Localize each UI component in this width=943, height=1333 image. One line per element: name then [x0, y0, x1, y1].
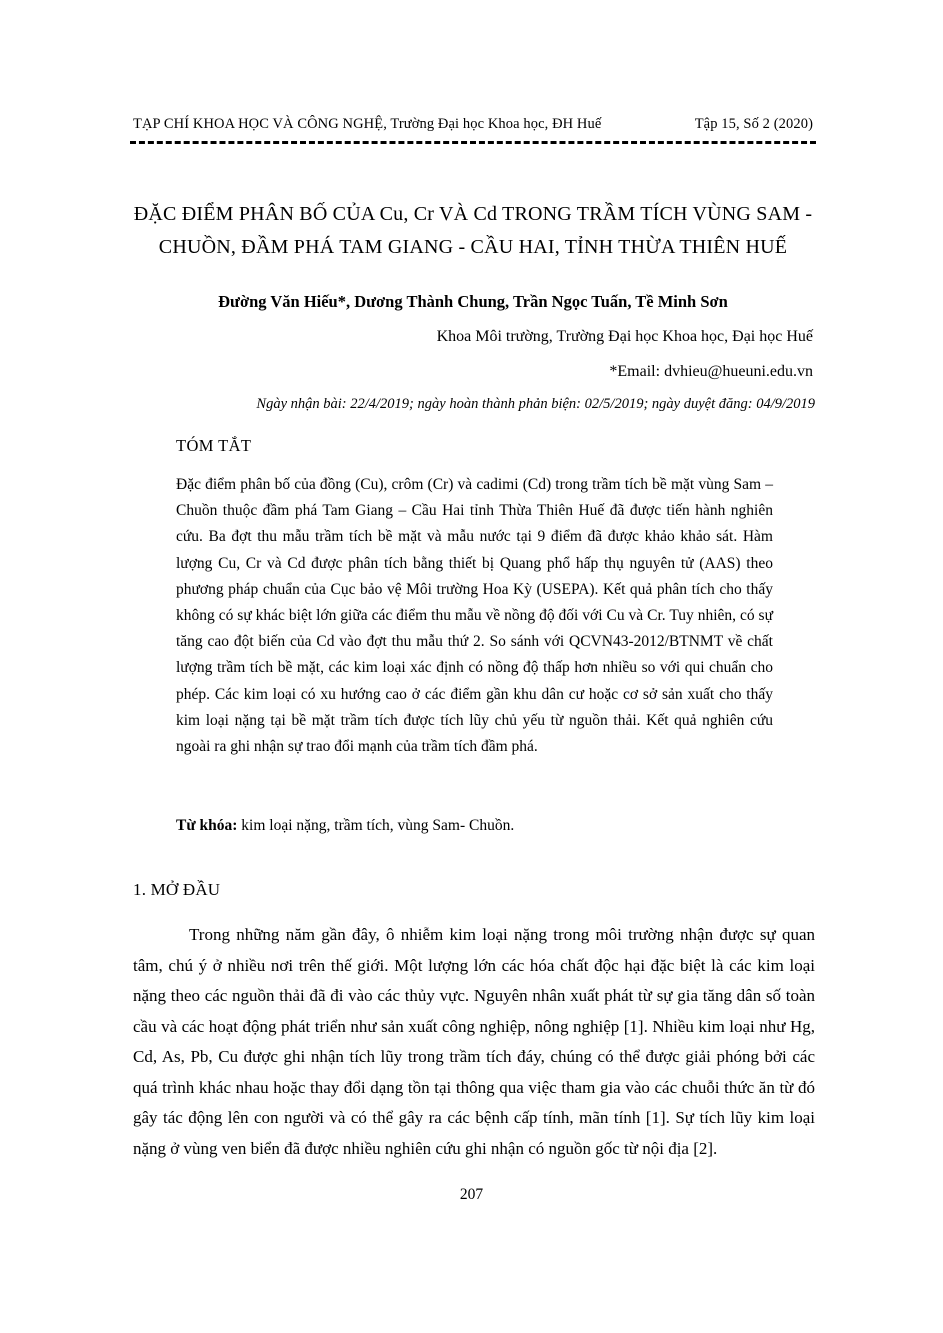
running-head-issue: Tập 15, Số 2 (2020) — [694, 116, 813, 132]
page-title: ĐẶC ĐIỂM PHÂN BỐ CỦA Cu, Cr VÀ Cd TRONG TRẦM TÍCH VÙNG SAM - CHUỒN, ĐẦM PHÁ TAM GIANG - CẦU HAI, TỈNH THỪA THIÊN HUẾ — [133, 203, 813, 258]
author-list: Đường Văn Hiếu*, Dương Thành Chung, Trần Ngọc Tuấn, Tề Minh Sơn — [218, 292, 728, 311]
keywords-value: kim loại nặng, trầm tích, vùng Sam- Chuồn. — [237, 817, 515, 834]
corresponding-email: *Email: dvhieu@hueuni.edu.vn — [609, 363, 813, 380]
submission-dates: Ngày nhận bài: 22/4/2019; ngày hoàn thành phản biện: 02/5/2019; ngày duyệt đăng: 04/9/2019 — [256, 396, 815, 412]
keywords-label: Từ khóa: — [176, 817, 238, 834]
section-1-heading: 1. MỞ ĐẦU — [133, 880, 221, 899]
running-head-journal: TẠP CHÍ KHOA HỌC VÀ CÔNG NGHỆ, Trường Đại học Khoa học, ĐH Huế — [133, 116, 602, 132]
author-affiliation: Khoa Môi trường, Trường Đại học Khoa học, Đại học Huế — [436, 328, 813, 345]
section-1-paragraph: Trong những năm gần đây, ô nhiễm kim loại nặng trong môi trường nhận được sự quan tâm, chú ý ở nhiều nơi trên thế giới. Một lượng lớn các hóa chất độc hại đặc biệt là các kim loại nặng theo các nguồn thải đã đi vào các thủy vực. Nguyên nhân xuất phát từ sự gia tăng dân số toàn cầu và các hoạt động phát triển như sản xuất công nghiệp, nông nghiệp [1]. Nhiều kim loại như Hg, Cd, As, Pb, Cu được ghi nhận tích lũy trong trầm tích đáy, chúng có thể được giải phóng bởi các quá trình khác nhau hoặc thay đổi dạng tồn tại thông qua việc tham gia vào các chuỗi thức ăn từ đó gây tác động lên con người và có thể gây ra các bệnh cấp tính, mãn tính [1]. Sự tích lũy kim loại nặng ở vùng ven biển đã được nhiều nghiên cứu ghi nhận có nguồn gốc từ nội địa [2]. — [133, 925, 815, 1158]
running-head — [133, 116, 815, 133]
abstract-body: Đặc điểm phân bố của đồng (Cu), crôm (Cr) và cadimi (Cd) trong trầm tích bề mặt vùng Sam – Chuồn thuộc đầm phá Tam Giang – Cầu Hai tỉnh Thừa Thiên Huế đã được tiến hành nghiên cứu. Ba đợt thu mẫu trầm tích bề mặt và mẫu nước tại 9 điểm đã được khảo khảo sát. Hàm lượng Cu, Cr và Cd được phân tích bằng thiết bị Quang phổ hấp thụ nguyên tử (AAS) theo phương pháp chuẩn của Cục bảo vệ Môi trường Hoa Kỳ (USEPA). Kết quả phân tích cho thấy không có sự khác biệt lớn giữa các điểm thu mẫu về nồng độ đối với Cu và Cr. Tuy nhiên, có sự tăng cao đột biến của Cd vào đợt thu mẫu thứ 2. So sánh với QCVN43-2012/BTNMT về chất lượng trầm tích bề mặt, các kim loại xác định có nồng độ thấp hơn nhiều so với qui chuẩn cho phép. Các kim loại có xu hướng cao ở các điểm gần khu dân cư hoặc cơ sở sản xuất cho thấy kim loại nặng tại bề mặt trầm tích được tích lũy chủ yếu từ nguồn thải. Kết quả nghiên cứu ngoài ra ghi nhận sự trao đổi mạnh của trầm tích đầm phá. — [176, 476, 773, 756]
running-head-divider — [130, 141, 816, 144]
keywords — [176, 813, 773, 839]
abstract-heading: TÓM TẮT — [176, 436, 252, 455]
page-number: 207 — [459, 1186, 484, 1203]
